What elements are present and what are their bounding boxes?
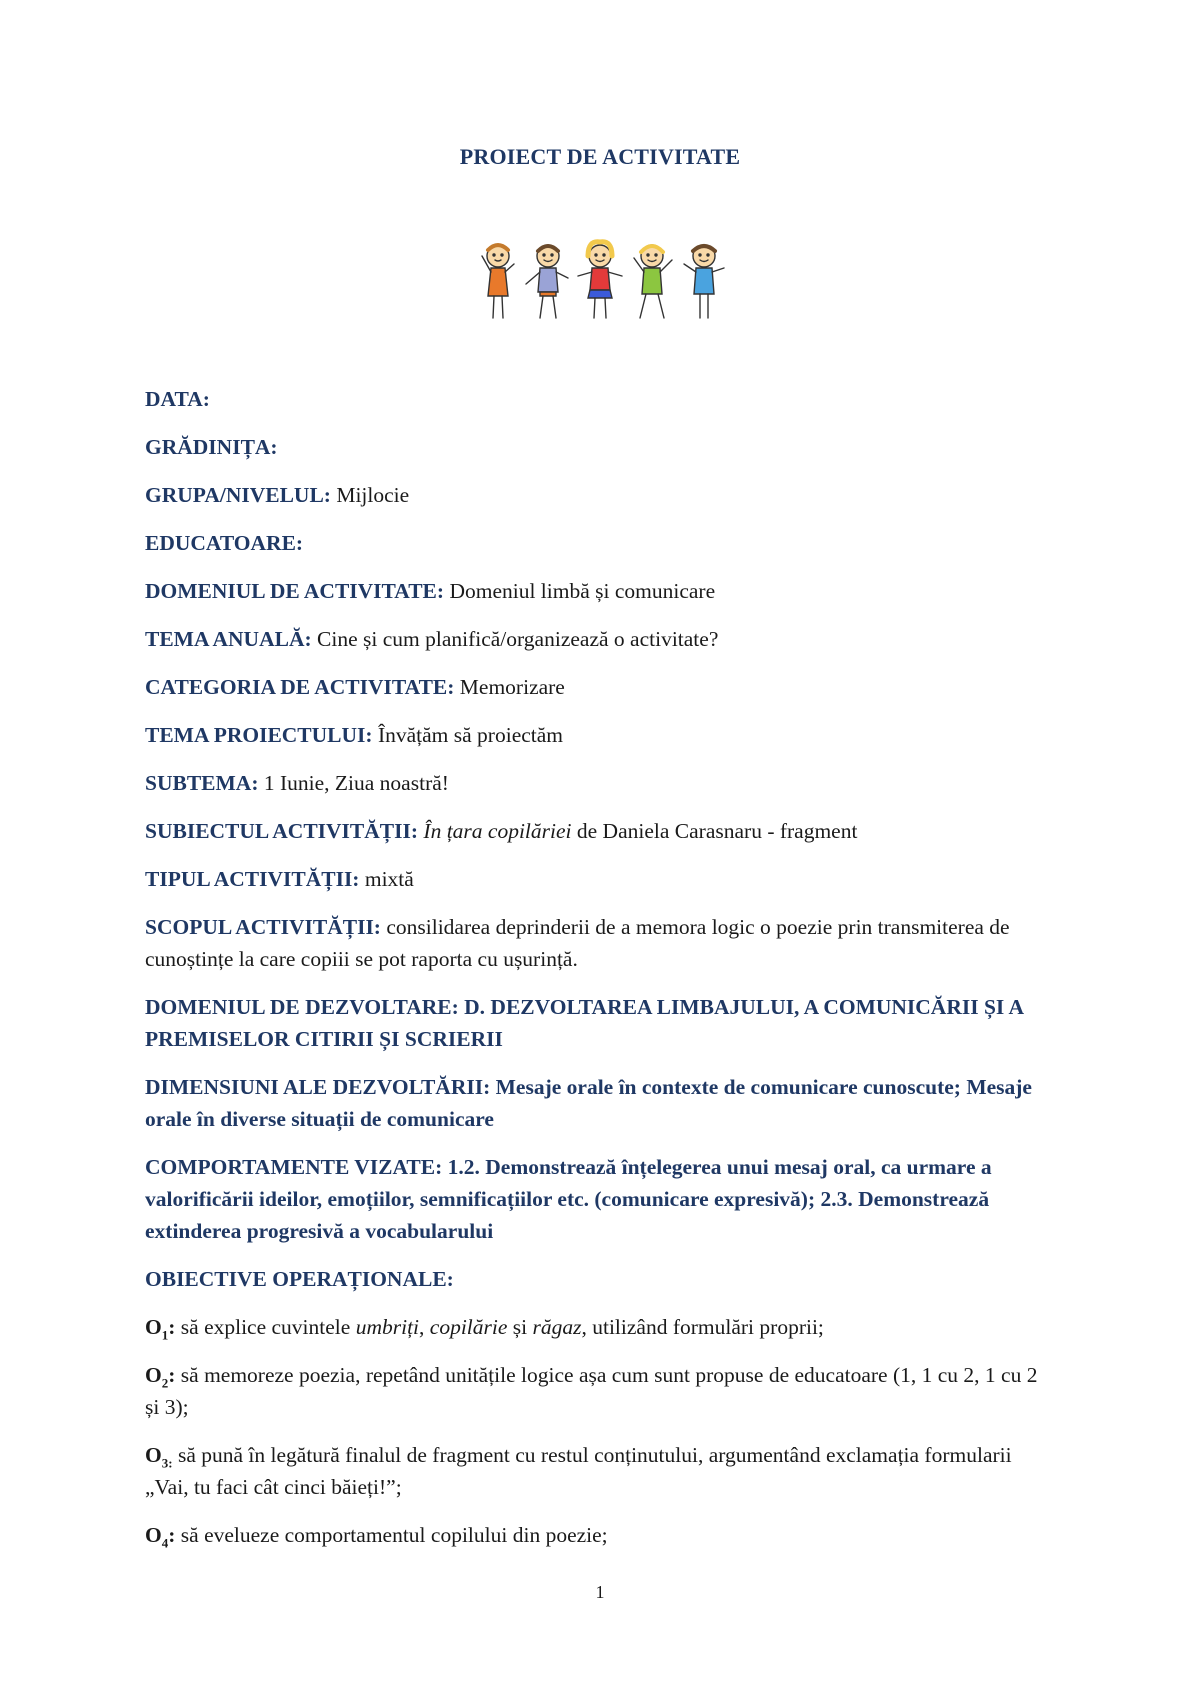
objective-text: să memoreze poezia, repetând unitățile logice așa cum sunt propuse de educatoare (1, 1 cu 2, 1 cu 2 și 3); (145, 1363, 1038, 1419)
field-value: consilidarea deprinderii de a memora logic o poezie prin transmiterea de cunoștințe la care copiii se pot raporta cu ușurință. (145, 915, 1010, 971)
field-value: Mijlocie (336, 483, 410, 507)
field-label: TEMA ANUALĂ: (145, 627, 312, 651)
field-educatoare (145, 527, 1055, 559)
page-number: 1 (595, 1582, 605, 1602)
objective-code: $O_{3:}$ (145, 1443, 173, 1471)
field-tema-anuala (145, 623, 1055, 655)
child-figure (578, 242, 622, 318)
objective-code: $O_1$: (145, 1315, 176, 1343)
field-value: D. DEZVOLTAREA LIMBAJULUI, A COMUNICĂRII ȘI A PREMISELOR CITIRII ȘI SCRIERII (145, 995, 1023, 1051)
page-title: PROIECT DE ACTIVITATE (459, 144, 741, 169)
field-label: GRĂDINIȚA: (145, 435, 278, 459)
field-subtema (145, 767, 1055, 799)
field-gradinita (145, 431, 1055, 463)
child-figure (526, 245, 568, 318)
field-value: 1 Iunie, Ziua noastră! (263, 771, 449, 795)
objective-code: $O_2$: (145, 1363, 176, 1391)
field-value: Învățăm să proiectăm (377, 723, 564, 747)
field-label: DOMENIUL DE ACTIVITATE: (145, 579, 445, 603)
objective-o4 (145, 1519, 1055, 1551)
field-label: DATA: (145, 387, 210, 411)
field-comportamente (145, 1151, 1055, 1247)
objective-o1: $O_1$: să explice cuvintele umbriți, copilărie și răgaz, utilizând formulări proprii; (145, 1315, 824, 1343)
objective-o2 (145, 1359, 1055, 1423)
field-categoria (145, 671, 1055, 703)
field-data (145, 383, 1055, 415)
field-label: GRUPA/NIVELUL: (145, 483, 331, 507)
objective-code: $O_4$: (145, 1523, 176, 1551)
field-label: TIPUL ACTIVITĂȚII: (145, 867, 360, 891)
field-label: CATEGORIA DE ACTIVITATE: (145, 675, 455, 699)
document-body (145, 383, 1055, 1567)
field-value: de Daniela Carasnaru - fragment (571, 819, 858, 843)
objective-o3 (145, 1439, 1055, 1503)
poem-title: În țara copilăriei (423, 819, 572, 843)
field-label: OBIECTIVE OPERAȚIONALE: (145, 1267, 454, 1291)
child-figure (634, 245, 672, 318)
field-value: mixtă (364, 867, 414, 891)
field-label: DOMENIUL DE DEZVOLTARE: (145, 995, 459, 1019)
field-value: Cine și cum planifică/organizează o activitate? (317, 627, 719, 651)
field-scopul (145, 911, 1055, 975)
field-label: SUBIECTUL ACTIVITĂȚII: (145, 819, 419, 843)
field-grupa (145, 479, 1055, 511)
field-subiectul (145, 815, 1055, 847)
field-label: COMPORTAMENTE VIZATE: (145, 1155, 443, 1179)
child-figure (684, 245, 724, 318)
field-value: 1.2. Demonstrează înțelegerea unui mesaj oral, ca urmare a valorificării ideilor, emoțiilor, semnificațiilor etc. (comunicare expresivă); 2.3. Demonstrează extinderea progresivă a vocabularului (145, 1155, 992, 1243)
field-label: TEMA PROIECTULUI: (145, 723, 373, 747)
field-value: Memorizare (459, 675, 565, 699)
field-value: Mesaje orale în contexte de comunicare cunoscute; Mesaje orale în diverse situații de comunicare (145, 1075, 1032, 1131)
children-illustration (478, 238, 734, 334)
objective-text: să evelueze comportamentul copilului din poezie; (175, 1523, 608, 1547)
field-dimensiuni (145, 1071, 1055, 1135)
field-tema-proiectului (145, 719, 1055, 751)
field-value: Domeniul limbă și comunicare (449, 579, 716, 603)
field-label: DIMENSIUNI ALE DEZVOLTĂRII: (145, 1075, 491, 1099)
field-domeniul-dezvoltare (145, 991, 1055, 1055)
field-label: SCOPUL ACTIVITĂȚII: (145, 915, 381, 939)
field-domeniul-activitate (145, 575, 1055, 607)
field-obiective (145, 1263, 1055, 1295)
child-figure (482, 245, 514, 318)
field-tipul (145, 863, 1055, 895)
field-label: EDUCATOARE: (145, 531, 304, 555)
field-label: SUBTEMA: (145, 771, 259, 795)
objective-text: să pună în legătură finalul de fragment cu restul conținutului, argumentând exclamația formularii „Vai, tu faci cât cinci băieți!”; (145, 1443, 1012, 1499)
